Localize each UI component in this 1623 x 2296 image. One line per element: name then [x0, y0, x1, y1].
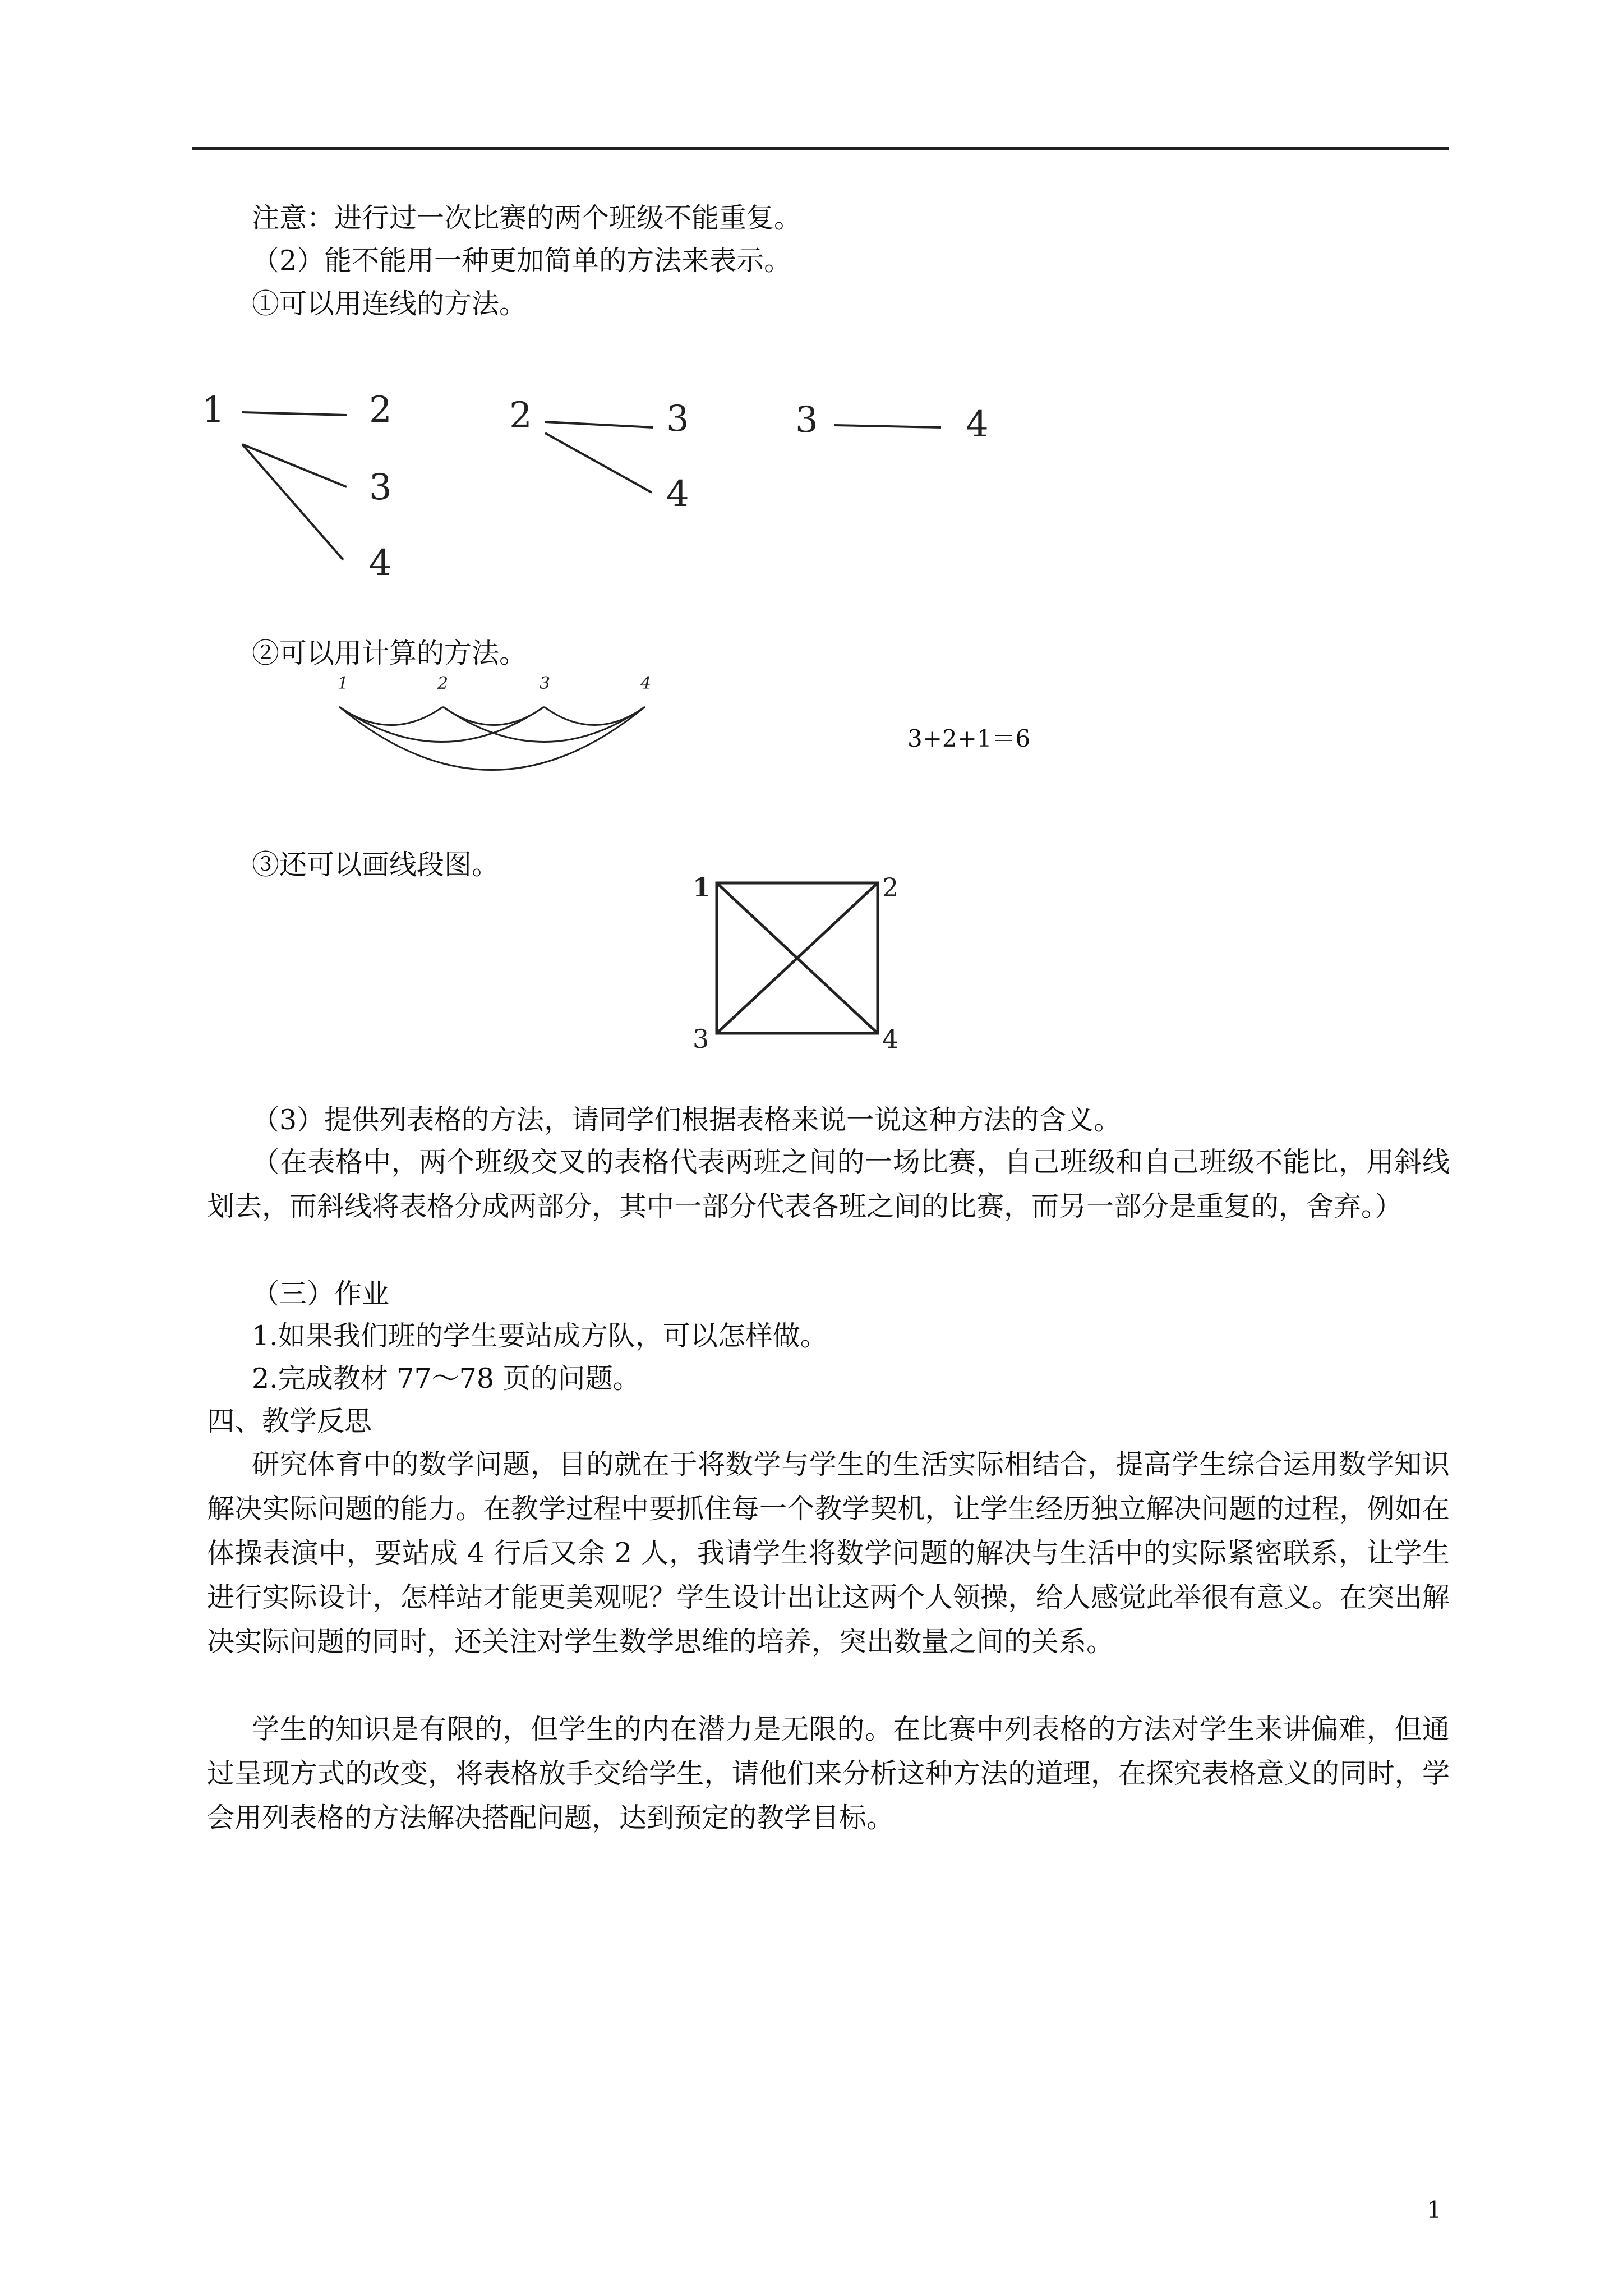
arc-node-label: 2 — [437, 674, 449, 693]
node-label: 2 — [509, 395, 532, 436]
method-1-label: ①可以用连线的方法。 — [252, 288, 527, 320]
homework-item-2: 2.完成教材 77～78 页的问题。 — [252, 1363, 640, 1395]
edge-2-3 — [545, 422, 653, 427]
method-3-label: ③还可以画线段图。 — [252, 849, 500, 881]
formula: 3+2+1＝6 — [907, 725, 1031, 752]
table-explanation: （在表格中，两个班级交叉的表格代表两班之间的一场比赛，自己班级和自己班级不能比，用斜线划去，而斜线将表格分成两部分，其中一部分代表各班之间的比赛，而另一部分是重复的，舍弃。） — [207, 1146, 1450, 1222]
page-number: 1 — [1427, 2196, 1442, 2224]
question-3: （3）提供列表格的方法，请同学们根据表格来说一说这种方法的含义。 — [252, 1104, 1122, 1136]
arc-node-label: 1 — [338, 674, 349, 693]
arc-2-4 — [443, 707, 645, 742]
arc-node-label: 4 — [640, 674, 652, 693]
arc-diagram — [331, 673, 662, 802]
header-rule — [192, 147, 1449, 150]
node-label: 4 — [966, 404, 989, 445]
homework-heading: （三）作业 — [252, 1278, 390, 1310]
edge-2-4 — [545, 433, 652, 493]
corner-label: 4 — [882, 1024, 899, 1054]
node-label: 3 — [795, 399, 818, 441]
note-line: 注意：进行过一次比赛的两个班级不能重复。 — [252, 202, 802, 234]
arc-1-4 — [339, 707, 645, 770]
node-label: 3 — [369, 467, 392, 508]
reflection-heading: 四、教学反思 — [207, 1405, 372, 1437]
corner-label: 2 — [882, 872, 899, 903]
arc-node-label: 3 — [540, 674, 551, 693]
reflection-paragraph-1: 研究体育中的数学问题，目的就在于将数学与学生的生活实际相结合，提高学生综合运用数学知识解决实际问题的能力。在教学过程中要抓住每一个教学契机，让学生经历独立解决问题的过程，例如在体操表演中，要站成 4 行后又余 2 人，我请学生将数学问题的解决与生活中的实际紧密联系，让学生进行实际设计，怎样站才能更美观呢？学生设计出让这两个人领操，给人感觉此举很有意义。在突出解决实际问题的同时，还关注对学生数学思维的培养，突出数量之间的关系。 — [207, 1448, 1450, 1658]
question-2: （2）能不能用一种更加简单的方法来表示。 — [252, 245, 792, 277]
edge-1-3 — [242, 444, 347, 487]
edge-1-2 — [242, 412, 347, 415]
edge-1-4 — [242, 444, 343, 560]
node-label: 1 — [202, 389, 225, 431]
reflection-paragraph-2: 学生的知识是有限的，但学生的内在潜力是无限的。在比赛中列表格的方法对学生来讲偏难，但通过呈现方式的改变，将表格放手交给学生，请他们来分析这种方法的道理，在探究表格意义的同时，学会用列表格的方法解决搭配问题，达到预定的教学目标。 — [207, 1713, 1450, 1834]
node-label: 2 — [369, 389, 392, 431]
edge-3-4 — [834, 425, 941, 427]
square-diagram — [687, 858, 923, 1060]
node-label: 4 — [666, 473, 689, 515]
connection-lines-diagram — [191, 381, 1009, 595]
corner-label: 3 — [693, 1024, 709, 1054]
node-label: 4 — [369, 542, 392, 584]
corner-label: 1 — [693, 872, 711, 903]
method-2-label: ②可以用计算的方法。 — [252, 637, 527, 669]
homework-item-1: 1.如果我们班的学生要站成方队，可以怎样做。 — [252, 1320, 828, 1352]
node-label: 3 — [666, 398, 689, 440]
arc-1-3 — [339, 707, 544, 742]
